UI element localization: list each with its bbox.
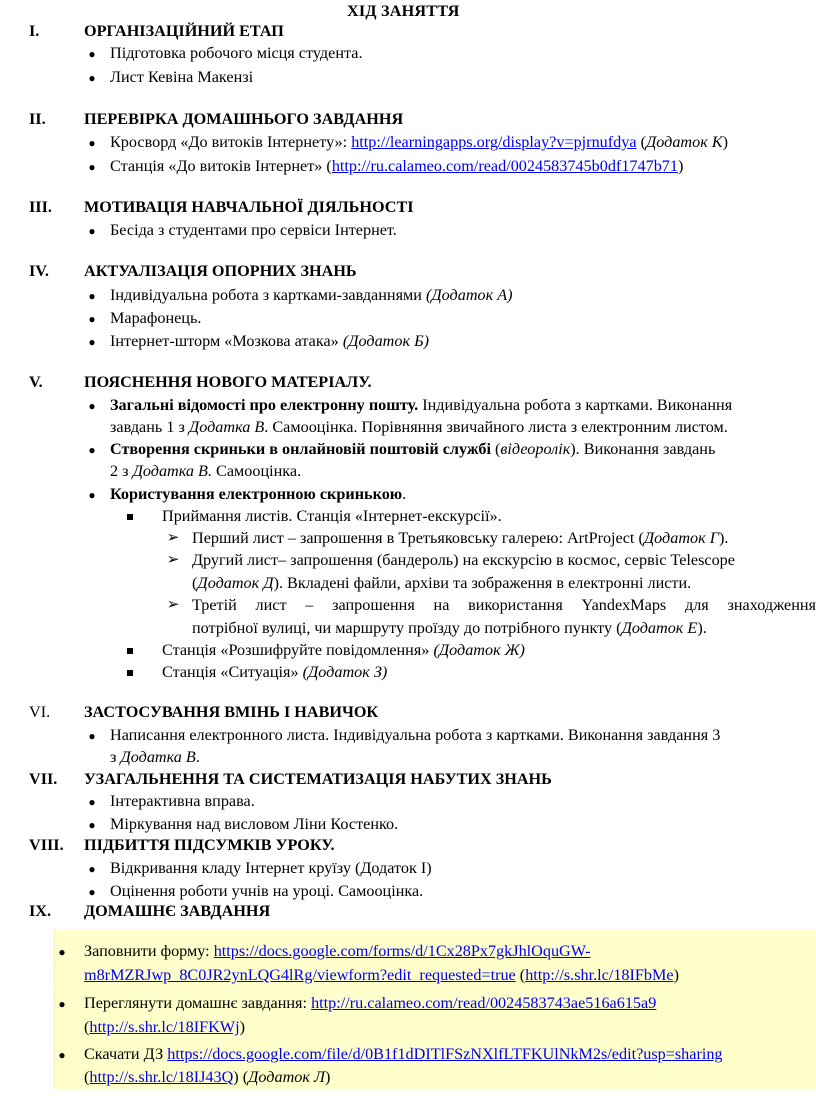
homework-item: Скачати ДЗ https://docs.google.com/file/d/0B1f1dDITlFSzNXlfLTFKUlNkM2s/edit?usp=sharing [84, 1045, 723, 1063]
bullet-icon: ● [88, 885, 96, 899]
section-number: I. [29, 22, 40, 40]
bullet-icon: ● [58, 997, 66, 1011]
list-item-continuation: з Додатка В. [110, 748, 200, 766]
list-item-continuation: завдань 1 з Додатка В. Самооцінка. Порівняння звичайного листа з електронним листом. [110, 418, 728, 436]
list-item: Кросворд «До витоків Інтернету»: http://learningapps.org/display?v=pjrnufdya (Додаток К) [110, 133, 728, 151]
bullet-icon: ● [58, 945, 66, 959]
google-form-link[interactable]: https://docs.google.com/forms/d/1Cx28Px7gkJhlOquGW- [213, 942, 591, 960]
section-number: IV. [29, 262, 49, 280]
list-item: Загальні відомості про електронну пошту. Індивідуальна робота з картками. Виконання [110, 396, 733, 414]
bullet-icon: ● [88, 160, 96, 174]
list-item: Індивідуальна робота з картками-завданнями (Додаток А) [110, 286, 513, 304]
list-item: Оцінення роботи учнів на уроці. Самооцінка. [110, 882, 424, 900]
homework-item-continuation: m8rMZRJwp_8C0JR2ynLQG4lRg/viewform?edit_requested=true (http://s.shr.lc/18IFbMe) [84, 966, 679, 984]
list-item: Підготовка робочого місця студента. [110, 44, 363, 62]
bullet-icon: ● [88, 136, 96, 150]
arrow-list-item-continuation: потрібної вулиці, чи маршруту проїзду до потрібного пункту (Додаток Е). [192, 619, 707, 637]
page-title: ХІД ЗАНЯТТЯ [347, 2, 460, 20]
section-heading: ПЕРЕВІРКА ДОМАШНЬОГО ЗАВДАННЯ [84, 110, 404, 128]
bullet-icon: ● [88, 335, 96, 349]
list-item: Інтерактивна вправа. [110, 792, 255, 810]
list-item-continuation: 2 з Додатка В. Самооцінка. [110, 462, 302, 480]
learningapps-link[interactable]: http://learningapps.org/display?v=pjrnufdya [351, 133, 637, 151]
section-heading: ДОМАШНЄ ЗАВДАННЯ [84, 902, 271, 920]
arrow-list-item: Перший лист – запрошення в Третьяковську галерею: ArtProject (Додаток Г). [192, 529, 729, 547]
bullet-icon: ● [88, 224, 96, 238]
arrow-bullet-icon: ➢ [166, 597, 180, 613]
bullet-icon: ● [88, 71, 96, 85]
bullet-icon: ● [88, 443, 96, 457]
homework-item-continuation: (http://s.shr.lc/18IFKWj) [84, 1018, 245, 1036]
bullet-icon: ● [88, 862, 96, 876]
short-link[interactable]: http://s.shr.lc/18IFbMe [525, 966, 674, 984]
section-number: VII. [29, 770, 58, 788]
sub-list-item: Станція «Ситуація» (Додаток З) [162, 663, 388, 681]
homework-item-continuation: (http://s.shr.lc/18IJ43Q) (Додаток Л) [84, 1068, 331, 1086]
calameo-homework-link[interactable]: http://ru.calameo.com/read/0024583743ae516a615a9 [311, 994, 657, 1012]
list-item: Бесіда з студентами про сервіси Інтернет. [110, 221, 397, 239]
arrow-bullet-icon: ➢ [166, 530, 180, 546]
list-item: Станція «До витоків Інтернет» (http://ru.calameo.com/read/0024583745b0df1747b71) [110, 157, 684, 175]
bullet-icon: ● [88, 289, 96, 303]
arrow-list-item: Другий лист– запрошення (бандероль) на екскурсію в космос, сервіс Telescope [192, 551, 735, 569]
section-heading: МОТИВАЦІЯ НАВЧАЛЬНОЇ ДІЯЛЬНОСТІ [84, 198, 414, 216]
arrow-bullet-icon: ➢ [166, 552, 180, 568]
bullet-icon: ● [88, 795, 96, 809]
short-link[interactable]: http://s.shr.lc/18IJ43Q [89, 1068, 234, 1086]
bullet-icon: ● [88, 729, 96, 743]
bullet-icon: ● [88, 488, 96, 502]
section-heading: ПІДБИТТЯ ПІДСУМКІВ УРОКУ. [84, 836, 335, 854]
list-item: Марафонець. [110, 309, 202, 327]
calameo-link[interactable]: http://ru.calameo.com/read/0024583745b0df1747b71 [331, 157, 678, 175]
section-heading: ЗАСТОСУВАННЯ ВМІНЬ І НАВИЧОК [84, 703, 379, 721]
homework-item: Заповнити форму: https://docs.google.com/forms/d/1Cx28Px7gkJhlOquGW- [84, 942, 591, 960]
arrow-list-item: Третій лист – запрошення на використання YandexMaps для знаходження [192, 596, 816, 614]
section-number: VI. [29, 703, 51, 721]
section-number: V. [29, 373, 43, 391]
list-item: Лист Кевіна Макензі [110, 68, 254, 86]
square-bullet-icon [125, 508, 135, 528]
section-number: VIII. [29, 836, 64, 854]
section-number: II. [29, 110, 46, 128]
google-file-link[interactable]: https://docs.google.com/file/d/0B1f1dDITlFSzNXlfLTFKUlNkM2s/edit?usp=sharing [167, 1045, 723, 1063]
section-heading: ПОЯСНЕННЯ НОВОГО МАТЕРІАЛУ. [84, 373, 372, 391]
square-bullet-icon [125, 642, 135, 662]
section-heading: УЗАГАЛЬНЕННЯ ТА СИСТЕМАТИЗАЦІЯ НАБУТИХ ЗНАНЬ [84, 770, 552, 788]
bullet-icon: ● [88, 818, 96, 832]
section-number: III. [29, 198, 52, 216]
list-item: Відкривання кладу Інтернет круїзу (Додаток І) [110, 859, 432, 877]
bullet-icon: ● [58, 1048, 66, 1062]
square-bullet-icon [125, 664, 135, 684]
list-item: Інтернет-шторм «Мозкова атака» (Додаток Б) [110, 332, 430, 350]
list-item: Написання електронного листа. Індивідуальна робота з картками. Виконання завдання 3 [110, 726, 721, 744]
arrow-list-item-continuation: (Додаток Д). Вкладені файли, архіви та зображення в електронні листи. [192, 574, 692, 592]
bullet-icon: ● [88, 312, 96, 326]
list-item: Міркування над висловом Ліни Костенко. [110, 815, 399, 833]
section-heading: АКТУАЛІЗАЦІЯ ОПОРНИХ ЗНАНЬ [84, 262, 357, 280]
section-heading: ОРГАНІЗАЦІЙНИЙ ЕТАП [84, 22, 284, 40]
sub-list-item: Станція «Розшифруйте повідомлення» (Додаток Ж) [162, 641, 525, 659]
homework-item: Переглянути домашнє завдання: http://ru.calameo.com/read/0024583743ae516a615a9 [84, 994, 657, 1012]
bullet-icon: ● [88, 47, 96, 61]
list-item: Створення скриньки в онлайновій поштовій службі (відеоролік). Виконання завдань [110, 440, 716, 458]
bullet-icon: ● [88, 399, 96, 413]
section-number: IX. [29, 902, 52, 920]
short-link[interactable]: http://s.shr.lc/18IFKWj [89, 1018, 240, 1036]
list-item: Користування електронною скринькою. [110, 485, 407, 503]
sub-list-item: Приймання листів. Станція «Інтернет-екскурсії». [162, 507, 502, 525]
google-form-link-cont[interactable]: m8rMZRJwp_8C0JR2ynLQG4lRg/viewform?edit_requested=true [84, 966, 516, 984]
